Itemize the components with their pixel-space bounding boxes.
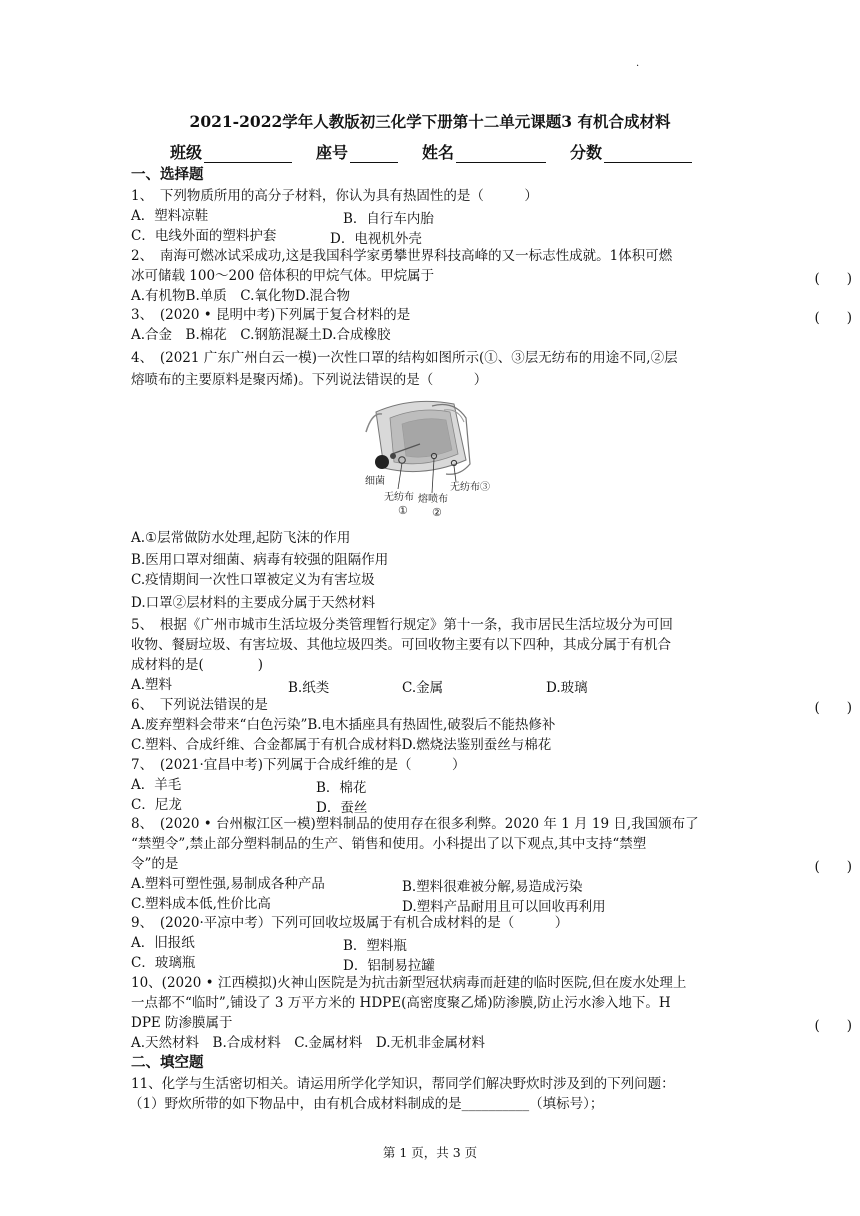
score-field xyxy=(570,140,692,163)
score-label: 分数 xyxy=(570,143,603,162)
q2-options: A.有机物B.单质 C.氧化物D.混合物 xyxy=(131,288,351,304)
label-meltblown: 熔喷布 xyxy=(418,494,448,505)
q7-option-d: D．蚕丝 xyxy=(316,800,368,816)
bacteria-icon xyxy=(375,455,389,469)
q7-option-a: A．羊毛 xyxy=(131,777,182,793)
q5-option-a: A.塑料 xyxy=(131,677,173,693)
q9-stem: 9、 (2020·平凉中考）下列可回收垃圾属于有机合成材料的是（ ） xyxy=(131,915,569,931)
name-blank xyxy=(456,146,546,163)
name-field xyxy=(422,140,546,163)
q3-answer-paren: ( ) xyxy=(814,310,852,326)
q10-line2: 一点都不“临时”,铺设了 3 万平方米的 HDPE(高密度聚乙烯)防渗膜,防止污水渗入地下。H xyxy=(131,995,671,1011)
q1-stem: 1、 下列物质所用的高分子材料，你认为具有热固性的是（ ） xyxy=(131,188,538,204)
section-fill-blank: 二、填空题 xyxy=(131,1054,204,1071)
q6-options-line2: C.塑料、合成纤维、合金都属于有机合成材料D.燃烧法鉴别蚕丝与棉花 xyxy=(131,737,552,753)
q3-stem: 3、 (2020 • 昆明中考)下列属于复合材料的是 xyxy=(131,307,411,323)
student-info-row xyxy=(170,140,692,163)
q9-option-a: A．旧报纸 xyxy=(131,935,195,951)
label-number-2: ② xyxy=(432,506,442,519)
q4-line2: 熔喷布的主要原料是聚丙烯)。下列说法错误的是（ ） xyxy=(131,372,488,388)
q8-option-c: C.塑料成本低,性价比高 xyxy=(131,896,271,912)
q8-answer-paren: ( ) xyxy=(814,859,852,875)
q6-options-line1: A.废弃塑料会带来“白色污染”B.电木插座具有热固性,破裂后不能热修补 xyxy=(131,717,556,733)
q7-option-c: C．尼龙 xyxy=(131,797,182,813)
page-title: 2021-2022学年人教版初三化学下册第十二单元课题3 有机合成材料 xyxy=(189,112,671,131)
header-dot: . xyxy=(636,58,640,69)
label-nonwoven-3: 无纺布③ xyxy=(450,482,490,493)
q10-line1: 10、(2020 • 江西模拟)火神山医院是为抗击新型冠状病毒而赶建的临时医院,但在废水处理上 xyxy=(131,975,687,991)
q9-option-b: B．塑料瓶 xyxy=(343,938,407,954)
q5-line2: 收物、餐厨垃圾、有害垃圾、其他垃圾四类。可回收物主要有以下四种，其成分属于有机合 xyxy=(131,637,671,653)
q5-option-c: C.金属 xyxy=(402,680,444,696)
label-nonwoven-1: 无纺布 xyxy=(384,492,414,503)
q11-line1: 11、化学与生活密切相关。请运用所学化学知识，帮同学们解决野炊时涉及到的下列问题： xyxy=(131,1076,675,1092)
class-blank xyxy=(204,146,292,163)
q4-option-c: C.疫情期间一次性口罩被定义为有害垃圾 xyxy=(131,572,375,588)
seat-field xyxy=(316,140,398,163)
seat-blank xyxy=(350,146,398,163)
mask-illustration xyxy=(362,392,502,522)
q7-stem: 7、 (2021·宜昌中考)下列属于合成纤维的是（ ） xyxy=(131,757,466,773)
q2-line1: 2、 南海可燃冰试采成功,这是我国科学家勇攀世界科技高峰的又一标志性成就。1体积可燃 xyxy=(131,248,673,264)
class-field xyxy=(170,140,292,163)
q3-options: A.合金 B.棉花 C.钢筋混凝土D.合成橡胶 xyxy=(131,327,391,343)
q1-option-b: B．自行车内胎 xyxy=(343,211,434,227)
class-label: 班级 xyxy=(170,143,203,162)
score-blank xyxy=(604,146,692,163)
q1-option-d: D．电视机外壳 xyxy=(330,231,422,247)
q7-option-b: B．棉花 xyxy=(316,780,367,796)
q10-options: A.天然材料 B.合成材料 C.金属材料 D.无机非金属材料 xyxy=(131,1035,486,1051)
q2-answer-paren: ( ) xyxy=(814,271,852,287)
q8-option-d: D.塑料产品耐用且可以回收再利用 xyxy=(402,899,606,915)
name-label: 姓名 xyxy=(422,143,455,162)
page-footer: 第 1 页，共 3 页 xyxy=(382,1145,478,1160)
q5-line3: 成材料的是( ) xyxy=(131,657,264,673)
q8-line2: “禁塑令”,禁止部分塑料制品的生产、销售和使用。小科提出了以下观点,其中支持“禁塑 xyxy=(131,836,647,852)
q8-line1: 8、 (2020 • 台州椒江区一模)塑料制品的使用存在很多利弊。2020 年 1 月 19 日,我国颁布了 xyxy=(131,816,699,832)
q6-answer-paren: ( ) xyxy=(814,700,852,716)
q1-option-a: A．塑料凉鞋 xyxy=(131,208,209,224)
q1-option-c: C．电线外面的塑料护套 xyxy=(131,228,277,244)
q8-line3: 令”的是 xyxy=(131,856,179,872)
q4-line1: 4、 (2021 广东广州白云一模)一次性口罩的结构如图所示(①、③层无纺布的用途不同,②层 xyxy=(131,350,678,366)
q11-line2: （1）野炊所带的如下物品中，由有机合成材料制成的是__________（填标号）； xyxy=(129,1096,604,1112)
q5-line1: 5、 根据《广州市城市生活垃圾分类管理暂行规定》第十一条，我市居民生活垃圾分为可回 xyxy=(131,617,673,633)
q6-stem: 6、 下列说法错误的是 xyxy=(131,697,268,713)
q4-option-a: A.①层常做防水处理,起防飞沫的作用 xyxy=(131,530,351,546)
label-number-1: ① xyxy=(398,504,408,517)
label-bacteria: 细菌 xyxy=(365,476,385,487)
q10-answer-paren: ( ) xyxy=(814,1018,852,1034)
q8-option-b: B.塑料很难被分解,易造成污染 xyxy=(402,879,583,895)
q9-option-c: C．玻璃瓶 xyxy=(131,955,196,971)
section-choice: 一、选择题 xyxy=(131,166,204,183)
seat-label: 座号 xyxy=(316,143,349,162)
q10-line3: DPE 防渗膜属于 xyxy=(131,1015,233,1031)
q4-option-d: D.口罩②层材料的主要成分属于天然材料 xyxy=(131,595,376,611)
q8-option-a: A.塑料可塑性强,易制成各种产品 xyxy=(131,876,325,892)
q2-line2: 冰可储载 100～200 倍体积的甲烷气体。甲烷属于 xyxy=(131,268,435,284)
q9-option-d: D．铝制易拉罐 xyxy=(343,958,435,974)
q5-option-b: B.纸类 xyxy=(288,680,330,696)
q4-option-b: B.医用口罩对细菌、病毒有较强的阻隔作用 xyxy=(131,552,389,568)
q5-option-d: D.玻璃 xyxy=(546,680,588,696)
mask-structure-figure xyxy=(362,392,502,522)
